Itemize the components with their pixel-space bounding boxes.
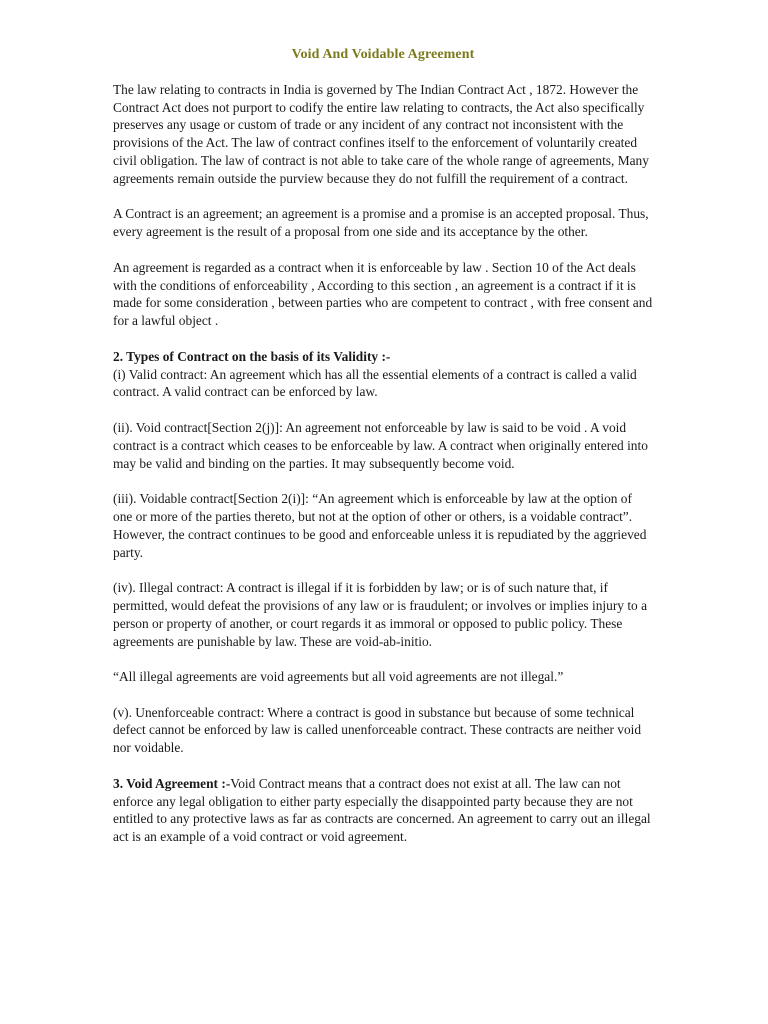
section-2-block [113, 348, 653, 401]
unenforceable-contract-paragraph: (v). Unenforceable contract: Where a contract is good in substance but because of some technical defect cannot be enforced by law is called unenforceable contract. These contracts are neither void nor voidable. [113, 704, 642, 756]
section-2-heading: 2. Types of Contract on the basis of its Validity :- [113, 348, 391, 364]
intro-paragraph-2: A Contract is an agreement; an agreement is a promise and a promise is an accepted proposal. Thus, every agreement is the result of a proposal from one side and its acceptance by the other. [113, 206, 649, 240]
document-page [113, 40, 653, 864]
void-contract-paragraph: (ii). Void contract[Section 2(j)]: An agreement not enforceable by law is said to be void . A void contract is a contract which ceases to be enforceable by law. A contract when originally entered into may be valid and binding on the parties. It may subsequently become void. [113, 419, 648, 471]
intro-paragraph-1: The law relating to contracts in India is governed by The Indian Contract Act , 1872. However the Contract Act does not purport to codify the entire law relating to contracts, the Act also specifically preserves any usage or custom of trade or any incident of any contract not inconsistent with the provisions of the Act. The law of contract confines itself to the enforcement of voluntarily created civil obligation. The law of contract is not able to take care of the whole range of agreements, Many agreements remain outside the purview because they do not fulfill the requirement of a contract. [113, 81, 649, 186]
document-title: Void And Voidable Agreement [291, 47, 475, 62]
section-3-paragraph [113, 775, 653, 846]
illegal-quote-paragraph: “All illegal agreements are void agreements but all void agreements are not illegal.” [113, 669, 564, 685]
intro-paragraph-3: An agreement is regarded as a contract when it is enforceable by law . Section 10 of the Act deals with the conditions of enforceability , According to this section , an agreement is a contract if it is made for some consideration , between parties who are competent to contract , with free consent and for a lawful object . [113, 259, 653, 329]
section-3-heading: 3. Void Agreement :- [113, 775, 231, 791]
illegal-contract-paragraph: (iv). Illegal contract: A contract is illegal if it is forbidden by law; or is of such nature that, if permitted, would defeat the provisions of any law or is fraudulent; or involves or implies injury to a person or property of another, or court regards it as immoral or opposed to public policy. These agreements are punishable by law. These are void-ab-initio. [113, 580, 648, 649]
section-3-body: Void Contract means that a contract does not exist at all. The law can not enforce any legal obligation to either party especially the disappointed party because they are not entitled to any protective laws as far as contracts are concerned. An agreement to carry out an illegal act is an example of a void contract or void agreement. [113, 775, 651, 845]
voidable-contract-paragraph: (iii). Voidable contract[Section 2(i)]: “An agreement which is enforceable by law at the option of one or more of the parties thereto, but not at the option of other or others, is a voidable contract”. However, the contract continues to be good and enforceable unless it is repudiated by the aggrieved party. [113, 491, 647, 560]
valid-contract-text: (i) Valid contract: An agreement which has all the essential elements of a contract is called a valid contract. A valid contract can be enforced by law. [113, 366, 637, 400]
